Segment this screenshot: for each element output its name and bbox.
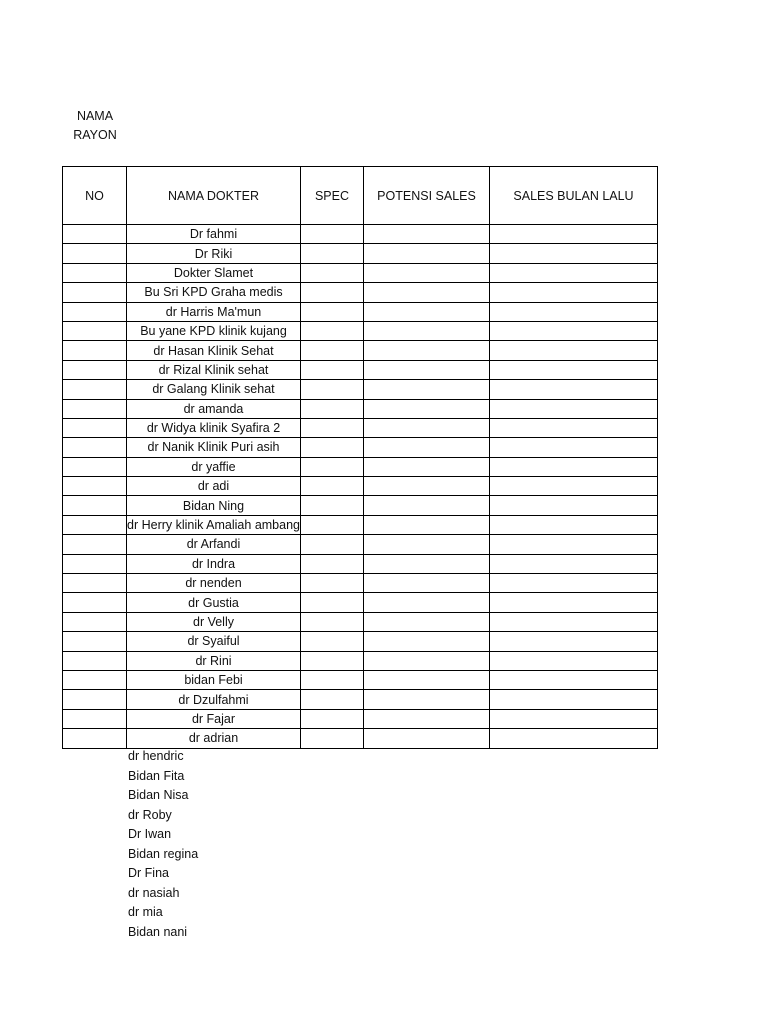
doctor-name: dr Rini bbox=[195, 653, 232, 668]
doctor-name: dr Nanik Klinik Puri asih bbox=[147, 440, 280, 455]
list-item: Dr Iwan bbox=[128, 827, 172, 841]
cell-spec[interactable] bbox=[301, 244, 364, 263]
cell-nama-dokter[interactable] bbox=[127, 418, 301, 437]
cell-no[interactable] bbox=[63, 283, 127, 302]
cell-no[interactable] bbox=[63, 709, 127, 728]
cell-sales-bulan-lalu[interactable] bbox=[490, 321, 658, 340]
table-row bbox=[63, 477, 658, 496]
cell-spec[interactable] bbox=[301, 515, 364, 534]
cell-nama-dokter[interactable] bbox=[127, 360, 301, 379]
cell-spec[interactable] bbox=[301, 283, 364, 302]
cell-potensi-sales[interactable] bbox=[364, 515, 490, 534]
cell-no[interactable] bbox=[63, 399, 127, 418]
cell-nama-dokter[interactable] bbox=[127, 535, 301, 554]
cell-no[interactable] bbox=[63, 496, 127, 515]
cell-nama-dokter[interactable] bbox=[127, 225, 301, 244]
cell-sales-bulan-lalu[interactable] bbox=[490, 438, 658, 457]
doctor-name: dr Rizal Klinik sehat bbox=[158, 362, 269, 377]
cell-nama-dokter[interactable] bbox=[127, 593, 301, 612]
cell-spec[interactable] bbox=[301, 651, 364, 670]
table-row bbox=[63, 263, 658, 282]
cell-spec[interactable] bbox=[301, 729, 364, 748]
cell-nama-dokter[interactable] bbox=[127, 263, 301, 282]
doctor-name: dr Velly bbox=[193, 615, 234, 629]
cell-no[interactable] bbox=[63, 670, 127, 689]
cell-potensi-sales[interactable] bbox=[364, 690, 490, 709]
cell-sales-bulan-lalu[interactable] bbox=[490, 729, 658, 748]
doctor-name: dr Gustia bbox=[188, 595, 239, 610]
cell-potensi-sales[interactable] bbox=[364, 496, 490, 515]
column-header-sales-bulan-lalu: SALES BULAN LALU bbox=[490, 167, 658, 225]
cell-sales-bulan-lalu[interactable] bbox=[490, 302, 658, 321]
cell-spec[interactable] bbox=[301, 225, 364, 244]
cell-sales-bulan-lalu[interactable] bbox=[490, 380, 658, 399]
cell-sales-bulan-lalu[interactable] bbox=[490, 651, 658, 670]
doctor-name: Dokter Slamet bbox=[173, 265, 254, 280]
cell-potensi-sales[interactable] bbox=[364, 399, 490, 418]
cell-sales-bulan-lalu[interactable] bbox=[490, 574, 658, 593]
cell-spec[interactable] bbox=[301, 302, 364, 321]
cell-potensi-sales[interactable] bbox=[364, 593, 490, 612]
cell-potensi-sales[interactable] bbox=[364, 321, 490, 340]
cell-potensi-sales[interactable] bbox=[364, 574, 490, 593]
cell-potensi-sales[interactable] bbox=[364, 535, 490, 554]
cell-nama-dokter[interactable] bbox=[127, 651, 301, 670]
table-row bbox=[63, 360, 658, 379]
cell-sales-bulan-lalu[interactable] bbox=[490, 632, 658, 651]
doctor-name: dr Dzulfahmi bbox=[178, 692, 249, 707]
table-row bbox=[63, 574, 658, 593]
list-item: Dr Fina bbox=[128, 866, 169, 880]
cell-no[interactable] bbox=[63, 321, 127, 340]
cell-no[interactable] bbox=[63, 574, 127, 593]
table-row bbox=[63, 496, 658, 515]
cell-spec[interactable] bbox=[301, 418, 364, 437]
cell-sales-bulan-lalu[interactable] bbox=[490, 554, 658, 573]
nama-label: NAMA bbox=[76, 109, 114, 123]
extra-doctor-list bbox=[128, 747, 198, 942]
cell-potensi-sales[interactable] bbox=[364, 709, 490, 728]
list-item: dr mia bbox=[128, 905, 163, 919]
cell-sales-bulan-lalu[interactable] bbox=[490, 515, 658, 534]
cell-nama-dokter[interactable] bbox=[127, 496, 301, 515]
cell-nama-dokter[interactable] bbox=[127, 244, 301, 263]
cell-potensi-sales[interactable] bbox=[364, 438, 490, 457]
list-item: dr Roby bbox=[128, 807, 172, 822]
table-row bbox=[63, 283, 658, 302]
cell-sales-bulan-lalu[interactable] bbox=[490, 283, 658, 302]
table-row bbox=[63, 729, 658, 748]
cell-potensi-sales[interactable] bbox=[364, 670, 490, 689]
cell-nama-dokter[interactable] bbox=[127, 399, 301, 418]
table-row bbox=[63, 380, 658, 399]
cell-spec[interactable] bbox=[301, 593, 364, 612]
cell-sales-bulan-lalu[interactable] bbox=[490, 670, 658, 689]
table-row bbox=[63, 554, 658, 573]
cell-potensi-sales[interactable] bbox=[364, 225, 490, 244]
cell-spec[interactable] bbox=[301, 477, 364, 496]
cell-nama-dokter[interactable] bbox=[127, 321, 301, 340]
cell-spec[interactable] bbox=[301, 709, 364, 728]
cell-no[interactable] bbox=[63, 632, 127, 651]
doctor-name: dr Widya klinik Syafira 2 bbox=[146, 421, 281, 436]
doctor-name: dr adrian bbox=[188, 731, 239, 746]
cell-no[interactable] bbox=[63, 360, 127, 379]
cell-nama-dokter[interactable] bbox=[127, 477, 301, 496]
cell-no[interactable] bbox=[63, 302, 127, 321]
cell-no[interactable] bbox=[63, 477, 127, 496]
table-row bbox=[63, 515, 658, 534]
cell-potensi-sales[interactable] bbox=[364, 341, 490, 360]
table-row bbox=[63, 302, 658, 321]
doctor-name: dr adi bbox=[197, 479, 230, 494]
cell-nama-dokter[interactable] bbox=[127, 729, 301, 748]
doctor-name: Dr fahmi bbox=[189, 227, 238, 242]
cell-nama-dokter[interactable] bbox=[127, 574, 301, 593]
cell-no[interactable] bbox=[63, 380, 127, 399]
cell-potensi-sales[interactable] bbox=[364, 380, 490, 399]
cell-no[interactable] bbox=[63, 612, 127, 631]
cell-spec[interactable] bbox=[301, 399, 364, 418]
cell-potensi-sales[interactable] bbox=[364, 263, 490, 282]
cell-potensi-sales[interactable] bbox=[364, 302, 490, 321]
cell-no[interactable] bbox=[63, 225, 127, 244]
doctor-table bbox=[62, 166, 658, 749]
cell-potensi-sales[interactable] bbox=[364, 457, 490, 476]
doctor-name: dr Syaiful bbox=[187, 634, 240, 649]
cell-spec[interactable] bbox=[301, 554, 364, 573]
cell-spec[interactable] bbox=[301, 496, 364, 515]
doctor-name: dr Harris Ma'mun bbox=[165, 304, 262, 319]
cell-spec[interactable] bbox=[301, 438, 364, 457]
doctor-name: Dr Riki bbox=[194, 246, 233, 261]
doctor-name: Bidan Ning bbox=[182, 498, 245, 513]
cell-sales-bulan-lalu[interactable] bbox=[490, 457, 658, 476]
cell-potensi-sales[interactable] bbox=[364, 283, 490, 302]
cell-no[interactable] bbox=[63, 418, 127, 437]
doctor-name: dr Herry klinik Amaliah ambang bbox=[127, 518, 300, 533]
cell-spec[interactable] bbox=[301, 321, 364, 340]
table-row bbox=[63, 535, 658, 554]
column-header-nama-dokter: NAMA DOKTER bbox=[127, 167, 301, 225]
cell-sales-bulan-lalu[interactable] bbox=[490, 418, 658, 437]
cell-sales-bulan-lalu[interactable] bbox=[490, 593, 658, 612]
doctor-name: dr yaffie bbox=[191, 459, 236, 474]
cell-spec[interactable] bbox=[301, 670, 364, 689]
cell-no[interactable] bbox=[63, 515, 127, 534]
table-row bbox=[63, 670, 658, 689]
table-row bbox=[63, 632, 658, 651]
cell-no[interactable] bbox=[63, 263, 127, 282]
cell-spec[interactable] bbox=[301, 632, 364, 651]
doctor-name: dr Arfandi bbox=[186, 537, 241, 552]
table-body bbox=[63, 225, 658, 749]
column-header-no: NO bbox=[63, 167, 127, 225]
cell-nama-dokter[interactable] bbox=[127, 690, 301, 709]
cell-sales-bulan-lalu[interactable] bbox=[490, 225, 658, 244]
doctor-name: Bu yane KPD klinik kujang bbox=[140, 324, 287, 339]
cell-potensi-sales[interactable] bbox=[364, 360, 490, 379]
cell-spec[interactable] bbox=[301, 457, 364, 476]
cell-no[interactable] bbox=[63, 729, 127, 748]
cell-sales-bulan-lalu[interactable] bbox=[490, 341, 658, 360]
table-row bbox=[63, 709, 658, 728]
cell-nama-dokter[interactable] bbox=[127, 632, 301, 651]
rayon-label: RAYON bbox=[73, 128, 117, 142]
cell-no[interactable] bbox=[63, 244, 127, 263]
cell-sales-bulan-lalu[interactable] bbox=[490, 477, 658, 496]
cell-sales-bulan-lalu[interactable] bbox=[490, 496, 658, 515]
cell-nama-dokter[interactable] bbox=[127, 380, 301, 399]
doctor-name: dr Fajar bbox=[191, 711, 236, 726]
cell-potensi-sales[interactable] bbox=[364, 632, 490, 651]
cell-nama-dokter[interactable] bbox=[127, 341, 301, 360]
table-header-row bbox=[63, 167, 658, 225]
cell-spec[interactable] bbox=[301, 360, 364, 379]
table-row bbox=[63, 457, 658, 476]
table-row bbox=[63, 244, 658, 263]
list-item: dr nasiah bbox=[128, 885, 180, 900]
table-row bbox=[63, 321, 658, 340]
table-row bbox=[63, 593, 658, 612]
cell-potensi-sales[interactable] bbox=[364, 244, 490, 263]
cell-spec[interactable] bbox=[301, 612, 364, 631]
list-item: Bidan regina bbox=[128, 846, 199, 861]
cell-no[interactable] bbox=[63, 535, 127, 554]
cell-no[interactable] bbox=[63, 593, 127, 612]
cell-spec[interactable] bbox=[301, 535, 364, 554]
cell-spec[interactable] bbox=[301, 574, 364, 593]
table-row bbox=[63, 341, 658, 360]
column-header-potensi-sales: POTENSI SALES bbox=[364, 167, 490, 225]
table-row bbox=[63, 418, 658, 437]
cell-nama-dokter[interactable] bbox=[127, 554, 301, 573]
cell-no[interactable] bbox=[63, 438, 127, 457]
cell-nama-dokter[interactable] bbox=[127, 515, 301, 534]
table-row bbox=[63, 438, 658, 457]
list-item: Bidan Nisa bbox=[128, 788, 189, 802]
doctor-name: dr amanda bbox=[183, 401, 244, 416]
cell-sales-bulan-lalu[interactable] bbox=[490, 244, 658, 263]
list-item: Bidan nani bbox=[128, 924, 188, 939]
cell-spec[interactable] bbox=[301, 341, 364, 360]
cell-nama-dokter[interactable] bbox=[127, 302, 301, 321]
cell-potensi-sales[interactable] bbox=[364, 418, 490, 437]
cell-no[interactable] bbox=[63, 690, 127, 709]
cell-potensi-sales[interactable] bbox=[364, 477, 490, 496]
cell-nama-dokter[interactable] bbox=[127, 457, 301, 476]
table-row bbox=[63, 690, 658, 709]
cell-sales-bulan-lalu[interactable] bbox=[490, 612, 658, 631]
cell-sales-bulan-lalu[interactable] bbox=[490, 360, 658, 379]
cell-spec[interactable] bbox=[301, 380, 364, 399]
cell-no[interactable] bbox=[63, 341, 127, 360]
cell-no[interactable] bbox=[63, 651, 127, 670]
cell-nama-dokter[interactable] bbox=[127, 438, 301, 457]
cell-sales-bulan-lalu[interactable] bbox=[490, 535, 658, 554]
cell-sales-bulan-lalu[interactable] bbox=[490, 399, 658, 418]
cell-sales-bulan-lalu[interactable] bbox=[490, 709, 658, 728]
cell-potensi-sales[interactable] bbox=[364, 612, 490, 631]
doctor-name: bidan Febi bbox=[184, 673, 243, 688]
table-row bbox=[63, 612, 658, 631]
cell-sales-bulan-lalu[interactable] bbox=[490, 690, 658, 709]
column-header-spec: SPEC bbox=[301, 167, 364, 225]
cell-spec[interactable] bbox=[301, 690, 364, 709]
cell-potensi-sales[interactable] bbox=[364, 554, 490, 573]
doctor-name: dr Hasan Klinik Sehat bbox=[153, 343, 274, 358]
doctor-name: Bu Sri KPD Graha medis bbox=[144, 285, 283, 300]
table-row bbox=[63, 399, 658, 418]
table-row bbox=[63, 651, 658, 670]
cell-sales-bulan-lalu[interactable] bbox=[490, 263, 658, 282]
cell-no[interactable] bbox=[63, 457, 127, 476]
cell-nama-dokter[interactable] bbox=[127, 670, 301, 689]
cell-nama-dokter[interactable] bbox=[127, 709, 301, 728]
cell-nama-dokter[interactable] bbox=[127, 612, 301, 631]
cell-potensi-sales[interactable] bbox=[364, 729, 490, 748]
cell-no[interactable] bbox=[63, 554, 127, 573]
doctor-name: dr Indra bbox=[191, 556, 236, 571]
table-row bbox=[63, 225, 658, 244]
list-item: dr hendric bbox=[128, 749, 184, 763]
doctor-name: dr Galang Klinik sehat bbox=[152, 382, 275, 397]
cell-nama-dokter[interactable] bbox=[127, 283, 301, 302]
doctor-name: dr nenden bbox=[185, 576, 242, 591]
cell-potensi-sales[interactable] bbox=[364, 651, 490, 670]
list-item: Bidan Fita bbox=[128, 768, 185, 783]
cell-spec[interactable] bbox=[301, 263, 364, 282]
